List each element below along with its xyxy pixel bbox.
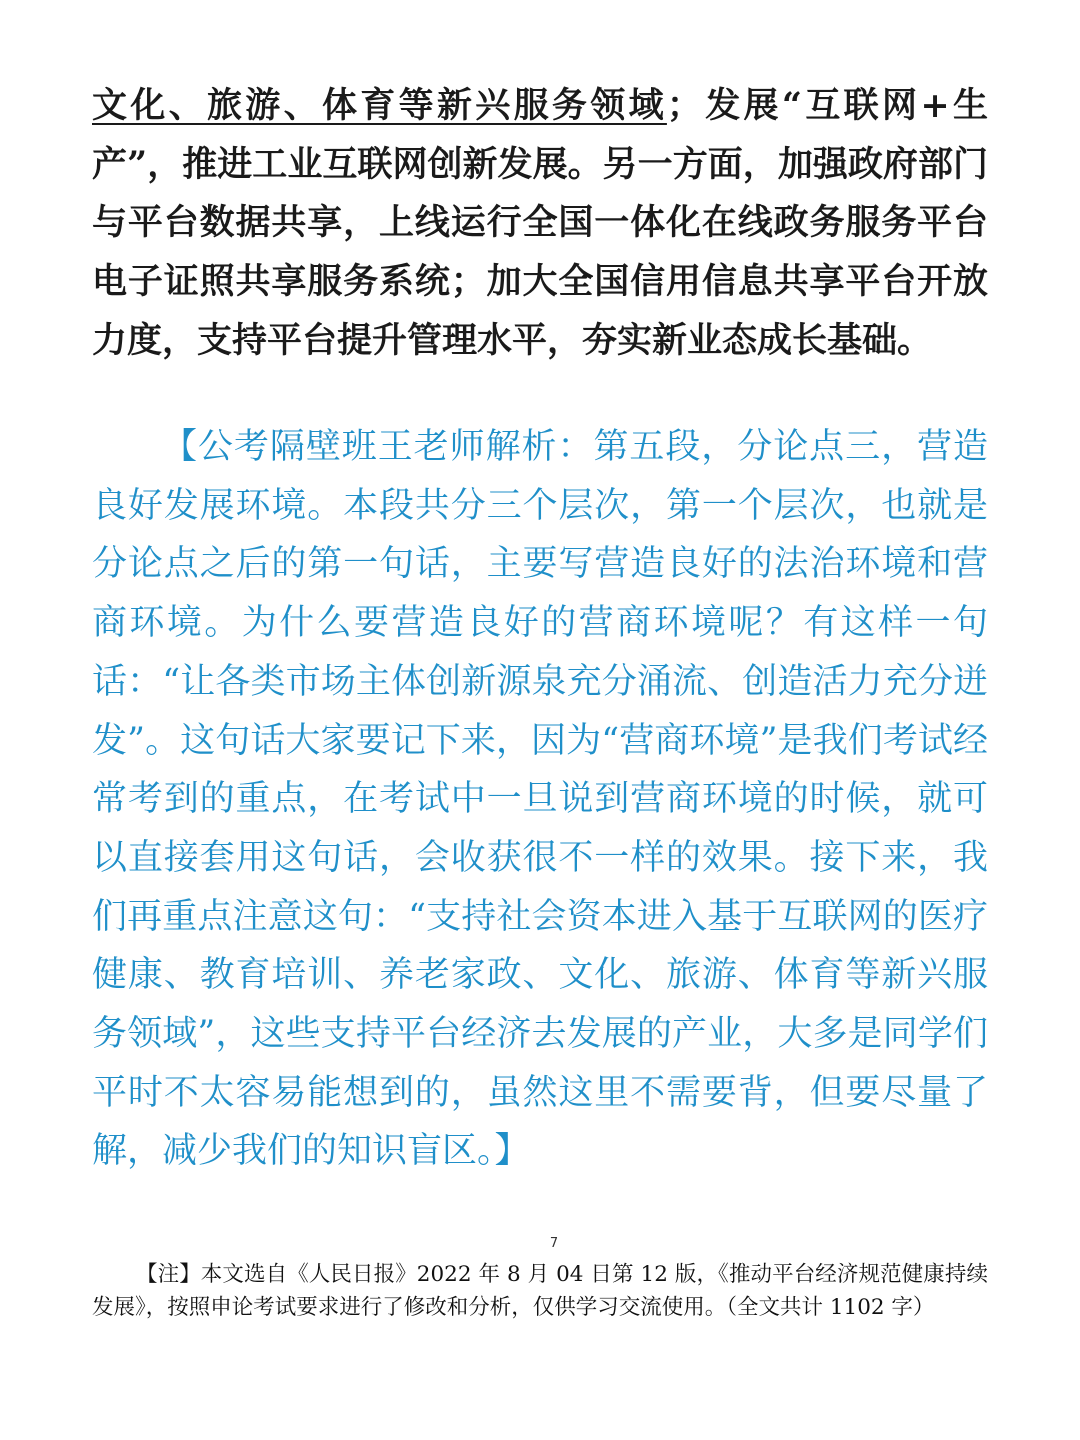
analysis-paragraph: 【公考隔壁班王老师解析：第五段，分论点三，营造良好发展环境。本段共分三个层次，第一个层次，也就是分论点之后的第一句话，主要写营造良好的法治环境和营商环境。为什么要营造良好的营商环境呢？有这样一句话：“让各类市场主体创新源泉充分涌流、创造活力充分迸发”。这句话大家要记下来，因为“营商环境”是我们考试经常考到的重点，在考试中一旦说到营商环境的时候，就可以直接套用这句话，会收获很不一样的效果。接下来，我们再重点注意这句：“支持社会资本进入基于互联网的医疗健康、教育培训、养老家政、文化、旅游、体育等新兴服务领域”，这些支持平台经济去发展的产业，大多是同学们平时不太容易能想到的，虽然这里不需要背，但要尽量了解，减少我们的知识盲区。】 <box>92 427 988 1172</box>
main-paragraph <box>92 77 988 371</box>
page-number: 7 <box>549 1236 559 1251</box>
main-paragraph-text: ；发展“互联网+生产”，推进工业互联网创新发展。另一方面，加强政府部门与平台数据共享，上线运行全国一体化在线政务服务平台电子证照共享服务系统；加大全国信用信息共享平台开放力度，支持平台提升管理水平，夯实新业态成长基础。 <box>92 85 988 361</box>
underlined-phrase: 文化、旅游、体育等新兴服务领域 <box>92 85 667 126</box>
footnote: 【注】本文选自《人民日报》2022 年 8 月 04 日第 12 版，《推动平台经济规范健康持续发展》，按照申论考试要求进行了修改和分析，仅供学习交流使用。（全文共计 1102 字） <box>92 1262 988 1320</box>
